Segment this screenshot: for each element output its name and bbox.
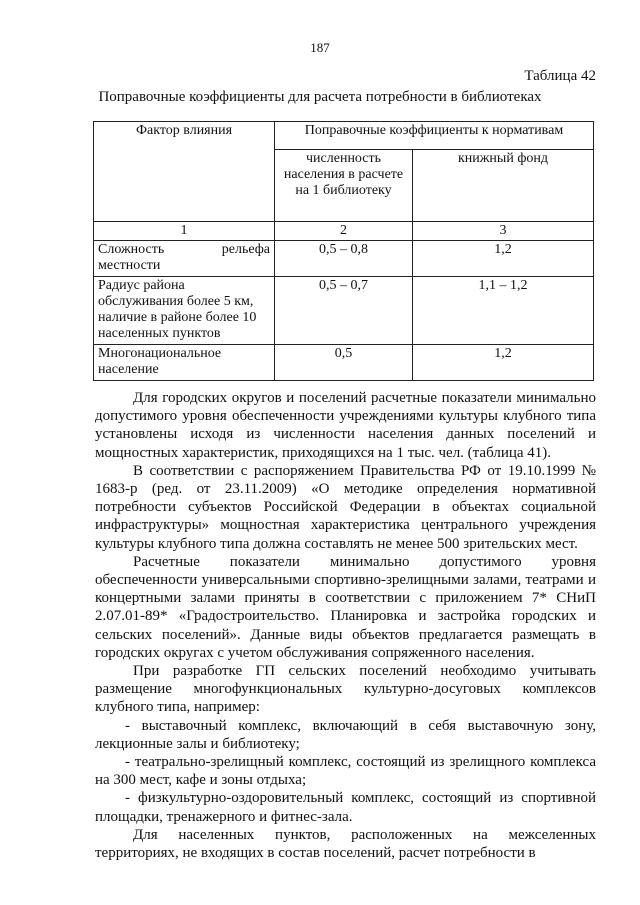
coefficients-table bbox=[93, 121, 594, 381]
paragraph: Расчетные показатели минимально допустимого уровня обеспеченности универсальными спортивно-зрелищными залами, театрами и концертными залами приняты в соответствии с приложением 7* СНиП 2.07.01-89* «Градостроительство. Планировка и застройка городских и сельских поселений». Данные виды объектов предлагается размещать в городских округах с учетом обслуживания сопряженного населения. bbox=[95, 553, 596, 661]
table-row bbox=[94, 241, 594, 277]
table-title: Поправочные коэффициенты для расчета потребности в библиотеках bbox=[98, 89, 542, 105]
row-value-population: 0,5 – 0,8 bbox=[275, 241, 413, 277]
paragraph: Для городских округов и поселений расчетные показатели минимально допустимого уровня обеспеченности учреждениями культуры клубного типа установлены исходя из численности населения данных поселений и мощностных характеристик, приходящихся на 1 тыс. чел. (таблица 41). bbox=[95, 390, 596, 461]
col-number-3: 3 bbox=[413, 222, 594, 241]
row-factor: Сложность рельефа местности bbox=[94, 241, 275, 277]
header-factor: Фактор влияния bbox=[94, 122, 275, 222]
page-number: 187 bbox=[310, 40, 330, 55]
paragraph: В соответствии с распоряжением Правительства РФ от 19.10.1999 № 1683-р (ред. от 23.11.2009) «О методике определения нормативной потребности субъектов Российской Федерации в объектах социальной инфраструктуры» мощностная характеристика центрального учреждения культуры клубного типа должна составлять не менее 500 зрительских мест. bbox=[95, 462, 596, 552]
header-sub-population: численность населения в расчете на 1 библиотеку bbox=[275, 150, 413, 222]
body-text bbox=[95, 389, 596, 862]
row-value-bookfund: 1,1 – 1,2 bbox=[413, 277, 594, 345]
list-item: - физкультурно-оздоровительный комплекс, состоящий из спортивной площадки, тренажерного и фитнес-зала. bbox=[95, 790, 596, 825]
col-number-2: 2 bbox=[275, 222, 413, 241]
header-sub-bookfund: книжный фонд bbox=[413, 150, 594, 222]
col-number-1: 1 bbox=[94, 222, 275, 241]
paragraph: При разработке ГП сельских поселений необходимо учитывать размещение многофункциональных культурно-досуговых комплексов клубного типа, например: bbox=[95, 663, 596, 716]
row-value-population: 0,5 bbox=[275, 345, 413, 381]
paragraph: Для населенных пунктов, расположенных на межселенных территориях, не входящих в состав поселений, расчет потребности в bbox=[95, 826, 596, 862]
row-factor: Многонациональное население bbox=[94, 345, 275, 381]
header-coef-group: Поправочные коэффициенты к нормативам bbox=[275, 122, 594, 150]
list-item: - выставочный комплекс, включающий в себя выставочную зону, лекционные залы и библиотеку; bbox=[95, 717, 596, 752]
row-value-population: 0,5 – 0,7 bbox=[275, 277, 413, 345]
table-label: Таблица 42 bbox=[524, 68, 596, 84]
table-row bbox=[94, 345, 594, 381]
table-row bbox=[94, 277, 594, 345]
row-value-bookfund: 1,2 bbox=[413, 345, 594, 381]
row-factor: Радиус района обслуживания более 5 км, наличие в районе более 10 населенных пунктов bbox=[94, 277, 275, 345]
row-value-bookfund: 1,2 bbox=[413, 241, 594, 277]
list-item: - театрально-зрелищный комплекс, состоящий из зрелищного комплекса на 300 мест, кафе и зоны отдыха; bbox=[95, 754, 596, 789]
